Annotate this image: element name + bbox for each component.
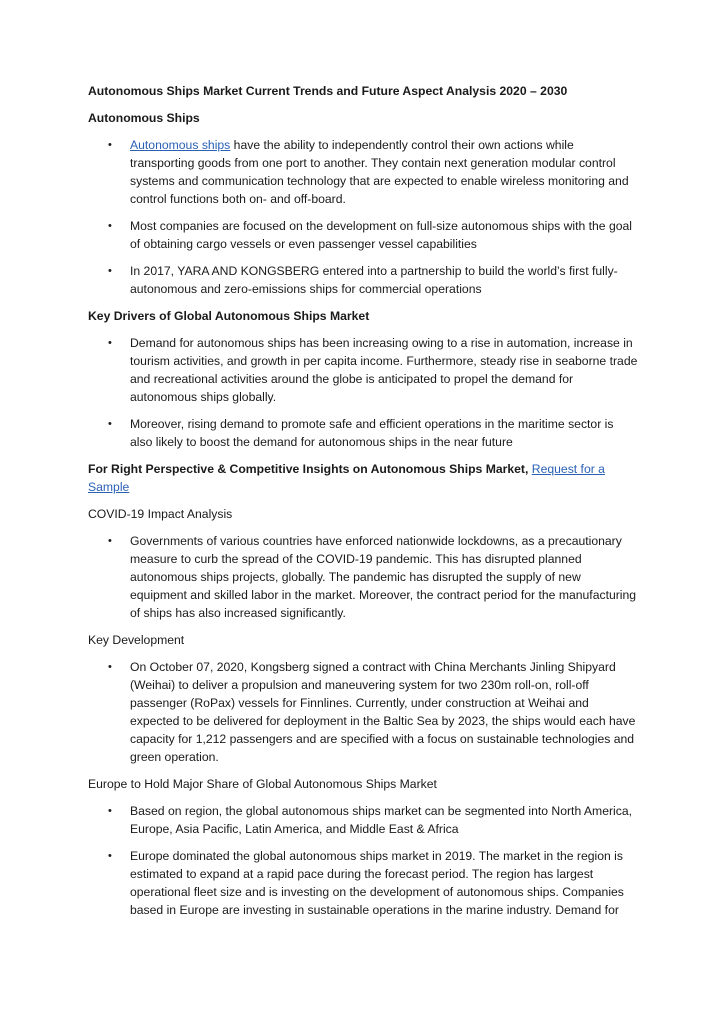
section-heading-key-drivers: Key Drivers of Global Autonomous Ships Market <box>88 309 370 323</box>
cta-text: For Right Perspective & Competitive Insights on Autonomous Ships Market, <box>88 462 532 476</box>
bullet-icon: • <box>108 220 112 232</box>
section-key-drivers-list <box>88 334 638 451</box>
bullet-icon: • <box>108 337 112 349</box>
section-heading-covid: COVID-19 Impact Analysis <box>88 507 233 521</box>
list-item-text: Moreover, rising demand to promote safe and efficient operations in the maritime sector is also likely to boost the demand for autonomous ships in the near future <box>130 417 614 449</box>
section-key-development-list <box>88 658 638 766</box>
list-item <box>88 217 638 253</box>
bullet-icon: • <box>108 661 112 673</box>
cta-line <box>88 460 638 496</box>
section-heading-key-development: Key Development <box>88 633 185 647</box>
list-item-text: Governments of various countries have enforced nationwide lockdowns, as a precautionary measure to curb the spread of the COVID-19 pandemic. This has disrupted planned autonomous ships projects, globally. The pandemic has disrupted the supply of new equipment and skilled labor in the market. Moreover, the contract period for the manufacturing of ships has also increased significantly. <box>130 534 637 620</box>
list-item-text-rest: have the ability to independently control their own actions while transporting goods from one port to another. They contain next generation modular control systems and communication technology that are expected to enable wireless monitoring and control functions both on- and off-board. <box>130 138 629 206</box>
list-item <box>88 802 638 838</box>
bullet-icon: • <box>108 418 112 430</box>
list-item-text <box>130 138 629 206</box>
document-page <box>88 82 638 928</box>
list-item <box>88 136 638 208</box>
section-heading-europe: Europe to Hold Major Share of Global Autonomous Ships Market <box>88 777 437 791</box>
bullet-icon: • <box>108 265 112 277</box>
list-item-text: Most companies are focused on the development on full-size autonomous ships with the goal of obtaining cargo vessels or even passenger vessel capabilities <box>130 219 633 251</box>
bullet-icon: • <box>108 535 112 547</box>
section-autonomous-ships-list <box>88 136 638 298</box>
section-europe-list <box>88 802 638 919</box>
list-item-text: Europe dominated the global autonomous ships market in 2019. The market in the region is estimated to expand at a rapid pace during the forecast period. The region has largest operational fleet size and is investing on the development of autonomous ships. Companies based in Europe are investing in sustainable operations in the marine industry. Demand for <box>130 849 624 917</box>
document-title: Autonomous Ships Market Current Trends and Future Aspect Analysis 2020 – 2030 <box>88 84 568 98</box>
section-covid-list <box>88 532 638 622</box>
bullet-icon: • <box>108 805 112 817</box>
list-item-text: Based on region, the global autonomous ships market can be segmented into North America, Europe, Asia Pacific, Latin America, and Middle East & Africa <box>130 804 633 836</box>
list-item <box>88 415 638 451</box>
list-item-text: In 2017, YARA AND KONGSBERG entered into a partnership to build the world’s first fully-autonomous and zero-emissions ships for commercial operations <box>130 264 618 296</box>
section-heading-autonomous-ships: Autonomous Ships <box>88 111 200 125</box>
list-item-text: Demand for autonomous ships has been increasing owing to a rise in automation, increase in tourism activities, and growth in per capita income. Furthermore, steady rise in seaborne trade and recreational activities around the globe is anticipated to propel the demand for autonomous ships globally. <box>130 336 638 404</box>
list-item <box>88 658 638 766</box>
autonomous-ships-link[interactable]: Autonomous ships <box>130 138 231 152</box>
request-sample-link[interactable]: Request for a Sample <box>88 462 605 494</box>
list-item <box>88 334 638 406</box>
list-item-text: On October 07, 2020, Kongsberg signed a contract with China Merchants Jinling Shipyard (Weihai) to deliver a propulsion and maneuvering system for two 230m roll-on, roll-off passenger (RoPax) vessels for Finnlines. Currently, under construction at Weihai and expected to be delivered for deployment in the Baltic Sea by 2023, the ships would each have capacity for 1,212 passengers and are specified with a focus on sustainable technologies and green operation. <box>130 660 636 764</box>
bullet-icon: • <box>108 139 112 151</box>
list-item <box>88 262 638 298</box>
bullet-icon: • <box>108 850 112 862</box>
list-item <box>88 847 638 919</box>
list-item <box>88 532 638 622</box>
